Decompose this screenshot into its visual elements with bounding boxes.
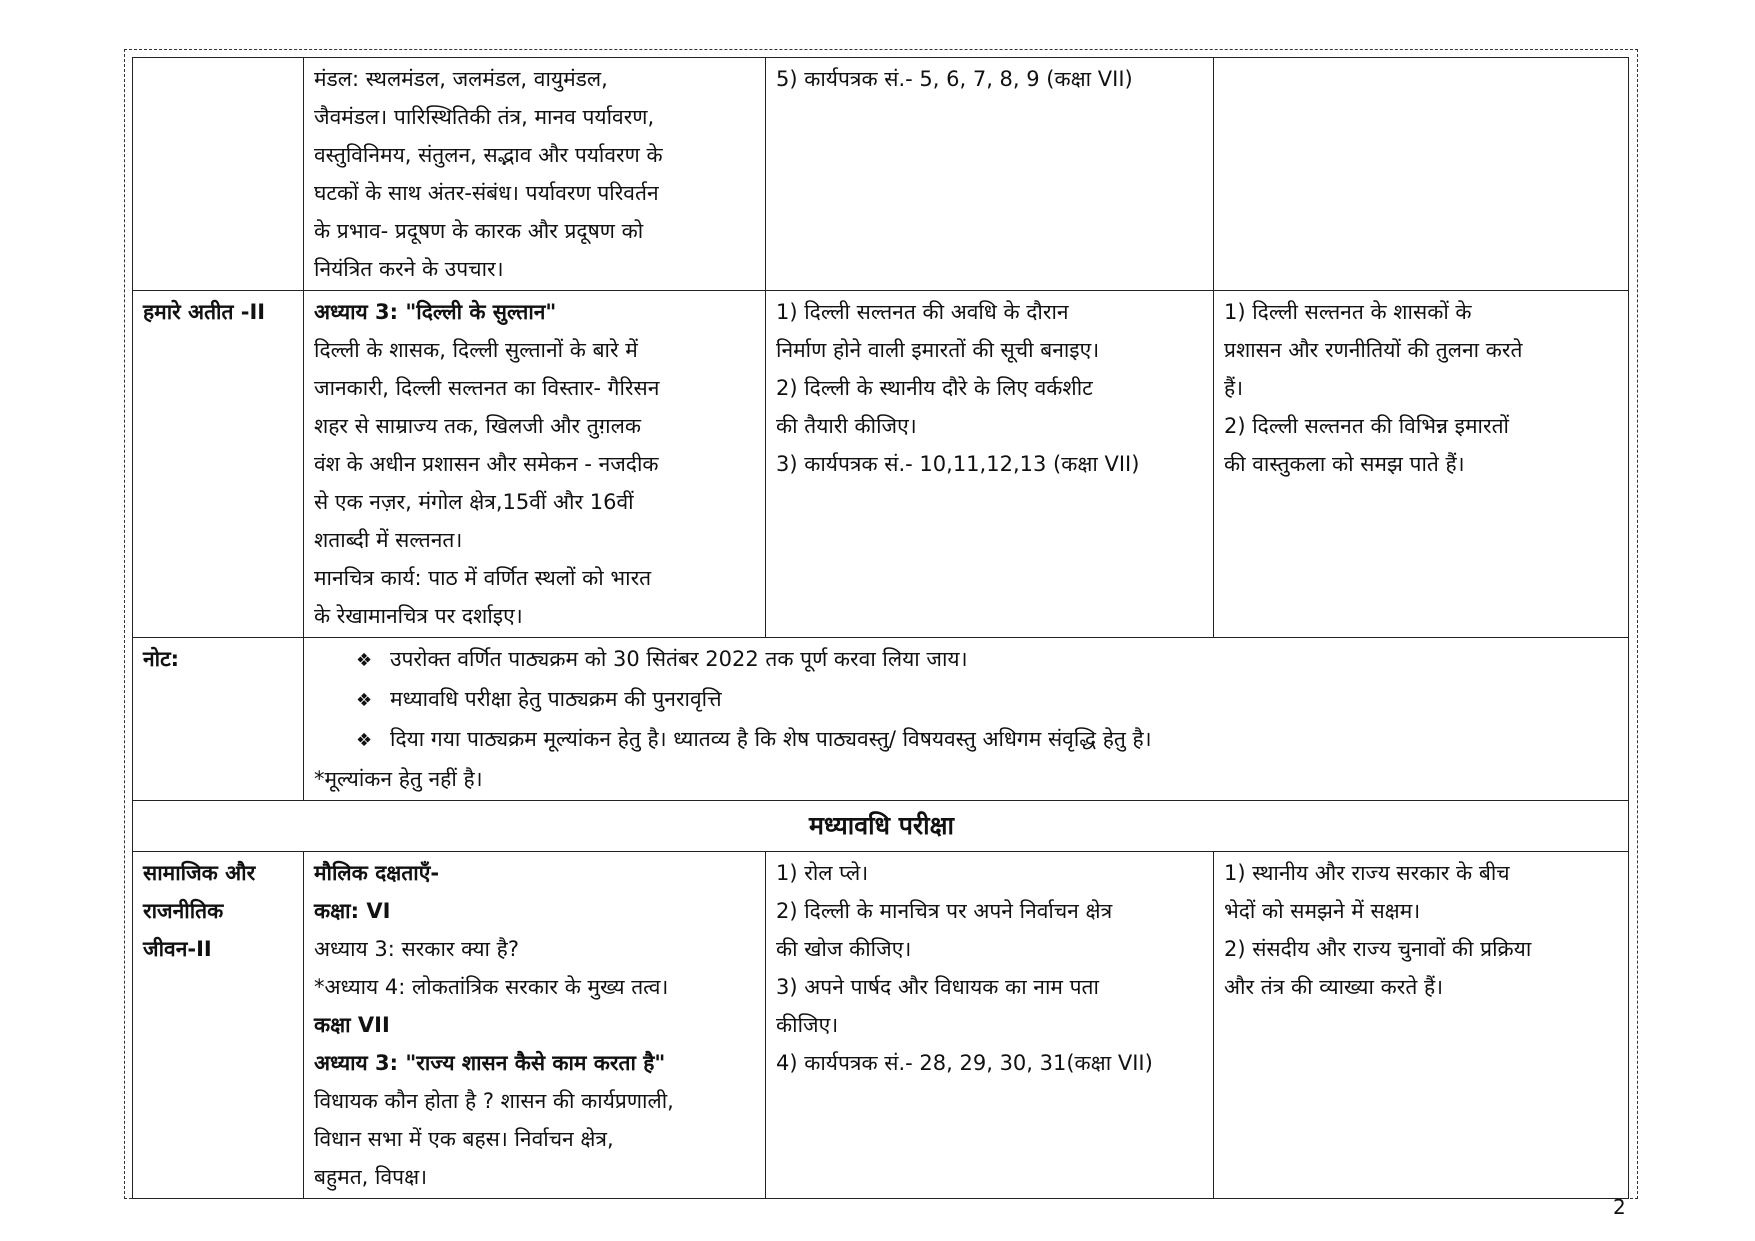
note-bullet: ❖ दिया गया पाठ्यक्रम मूल्यांकन हेतु है। ध्यातव्य है कि शेष पाठ्यवस्तु/ विषयवस्तु अधिगम संवृद्धि हेतु है।	[314, 720, 1620, 760]
subject-label: हमारे अतीत -II	[143, 300, 266, 324]
class-label: कक्षा: VI	[314, 899, 391, 923]
content-line: नियंत्रित करने के उपचार।	[314, 257, 504, 281]
section-heading: मध्यावधि परीक्षा	[133, 801, 1629, 852]
outcome-line: और तंत्र की व्याख्या करते हैं।	[1224, 975, 1444, 999]
activity-line: 3) अपने पार्षद और विधायक का नाम पता	[776, 975, 1099, 999]
outcome-line: प्रशासन और रणनीतियों की तुलना करते	[1224, 338, 1523, 362]
content-line: जानकारी, दिल्ली सल्तनत का विस्तार- गैरिसन	[314, 376, 660, 400]
table-row-section-heading	[133, 801, 1629, 852]
content-line: विधायक कौन होता है ? शासन की कार्यप्रणाली,	[314, 1089, 674, 1113]
outcome-line: 1) स्थानीय और राज्य सरकार के बीच	[1224, 861, 1510, 885]
content-cell	[304, 291, 766, 638]
outcomes-cell	[1214, 852, 1629, 1199]
note-bullet: ❖ उपरोक्त वर्णित पाठ्यक्रम को 30 सितंबर 2022 तक पूर्ण करवा लिया जाय।	[314, 640, 1620, 680]
content-line: *अध्याय 4: लोकतांत्रिक सरकार के मुख्य तत्व।	[314, 975, 669, 999]
class-label: कक्षा VII	[314, 1013, 390, 1037]
table-row-environment	[133, 58, 1629, 291]
chapter-title: अध्याय 3: "दिल्ली के सुल्तान"	[314, 300, 557, 324]
outcome-line: 1) दिल्ली सल्तनत के शासकों के	[1224, 300, 1472, 324]
diamond-bullet-icon: ❖	[356, 690, 373, 711]
activity-line: कीजिए।	[776, 1013, 839, 1037]
activity-line: निर्माण होने वाली इमारतों की सूची बनाइए।	[776, 338, 1100, 362]
content-line: वंश के अधीन प्रशासन और समेकन - नजदीक	[314, 452, 659, 476]
content-line: के रेखामानचित्र पर दर्शाइए।	[314, 604, 523, 628]
table-row-social-political-life	[133, 852, 1629, 1199]
activity-line: की तैयारी कीजिए।	[776, 414, 917, 438]
content-line: विधान सभा में एक बहस। निर्वाचन क्षेत्र,	[314, 1127, 614, 1151]
content-line: मंडल: स्थलमंडल, जलमंडल, वायुमंडल,	[314, 67, 608, 91]
outcome-line: हैं।	[1224, 376, 1244, 400]
note-label-cell	[133, 638, 304, 801]
table-row-our-past	[133, 291, 1629, 638]
subject-label: राजनीतिक	[143, 899, 224, 923]
note-footnote: *मूल्यांकन हेतु नहीं है।	[314, 767, 483, 791]
content-heading: मौलिक दक्षताएँ-	[314, 861, 440, 885]
content-cell	[304, 58, 766, 291]
content-cell	[304, 852, 766, 1199]
curriculum-table	[132, 57, 1629, 1199]
content-line: घटकों के साथ अंतर-संबंध। पर्यावरण परिवर्तन	[314, 181, 659, 205]
content-line: वस्तुविनिमय, संतुलन, सद्भाव और पर्यावरण के	[314, 143, 663, 167]
content-line: बहुमत, विपक्ष।	[314, 1165, 428, 1189]
note-label: नोट:	[143, 647, 180, 671]
page-number: 2	[1613, 1195, 1626, 1219]
content-line: शताब्दी में सल्तनत।	[314, 528, 463, 552]
outcome-line: की वास्तुकला को समझ पाते हैं।	[1224, 452, 1465, 476]
note-cell	[304, 638, 1629, 801]
content-line: दिल्ली के शासक, दिल्ली सुल्तानों के बारे में	[314, 338, 638, 362]
subject-cell	[133, 852, 304, 1199]
note-bullet: ❖ मध्यावधि परीक्षा हेतु पाठ्यक्रम की पुनरावृत्ति	[314, 680, 1620, 720]
outcomes-cell	[1214, 58, 1629, 291]
activities-cell	[766, 852, 1214, 1199]
content-line: से एक नज़र, मंगोल क्षेत्र,15वीं और 16वीं	[314, 490, 634, 514]
activity-line: 2) दिल्ली के स्थानीय दौरे के लिए वर्कशीट	[776, 376, 1093, 400]
chapter-title: अध्याय 3: "राज्य शासन कैसे काम करता है"	[314, 1051, 666, 1075]
activity-line: 1) रोल प्ले।	[776, 861, 869, 885]
activity-line: 1) दिल्ली सल्तनत की अवधि के दौरान	[776, 300, 1069, 324]
subject-label: सामाजिक और	[143, 861, 256, 885]
outcome-line: 2) संसदीय और राज्य चुनावों की प्रक्रिया	[1224, 937, 1532, 961]
activity-line: 3) कार्यपत्रक सं.- 10,11,12,13 (कक्षा VII)	[776, 452, 1140, 476]
activity-line: की खोज कीजिए।	[776, 937, 912, 961]
subject-label: जीवन-II	[143, 937, 212, 961]
diamond-bullet-icon: ❖	[356, 730, 373, 751]
outcome-line: भेदों को समझने में सक्षम।	[1224, 899, 1421, 923]
table-row-note	[133, 638, 1629, 801]
content-line: शहर से साम्राज्य तक, खिलजी और तुग़लक	[314, 414, 641, 438]
subject-cell	[133, 58, 304, 291]
outcomes-cell	[1214, 291, 1629, 638]
activities-cell	[766, 58, 1214, 291]
activity-line: 4) कार्यपत्रक सं.- 28, 29, 30, 31(कक्षा VII)	[776, 1051, 1153, 1075]
content-line: अध्याय 3: सरकार क्या है?	[314, 937, 519, 961]
activity-line: 5) कार्यपत्रक सं.- 5, 6, 7, 8, 9 (कक्षा VII)	[776, 67, 1133, 91]
diamond-bullet-icon: ❖	[356, 650, 373, 671]
content-line: मानचित्र कार्य: पाठ में वर्णित स्थलों को भारत	[314, 566, 652, 590]
content-line: के प्रभाव- प्रदूषण के कारक और प्रदूषण को	[314, 219, 644, 243]
outcome-line: 2) दिल्ली सल्तनत की विभिन्न इमारतों	[1224, 414, 1509, 438]
subject-cell	[133, 291, 304, 638]
activities-cell	[766, 291, 1214, 638]
activity-line: 2) दिल्ली के मानचित्र पर अपने निर्वाचन क्षेत्र	[776, 899, 1113, 923]
content-line: जैवमंडल। पारिस्थितिकी तंत्र, मानव पर्यावरण,	[314, 105, 655, 129]
